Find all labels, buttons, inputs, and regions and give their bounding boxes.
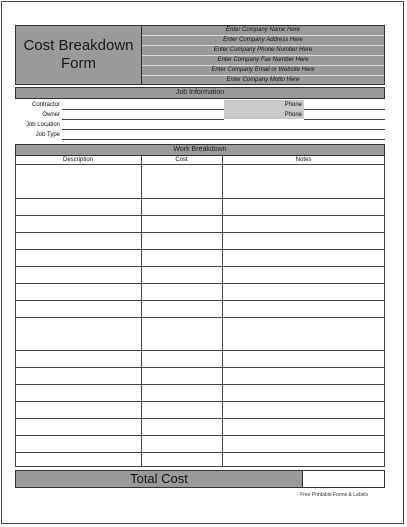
description-cell[interactable]	[16, 453, 141, 466]
cost-cell[interactable]	[142, 419, 222, 435]
table-row-line	[15, 466, 385, 467]
job-location-label: Job Location	[25, 122, 60, 128]
notes-cell[interactable]	[223, 267, 385, 283]
description-cell[interactable]	[16, 301, 141, 317]
description-cell[interactable]	[16, 402, 141, 418]
company-address-field[interactable]: Enter Company Address Here	[142, 36, 384, 46]
description-cell[interactable]	[16, 165, 141, 198]
phone-label-1: Phone	[284, 102, 302, 108]
company-name-field[interactable]: Enter Company Name Here	[142, 26, 384, 36]
cost-cell[interactable]	[142, 436, 222, 452]
form-title	[15, 25, 142, 85]
notes-cell[interactable]	[223, 233, 385, 249]
notes-cell[interactable]	[223, 351, 385, 367]
description-cell[interactable]	[16, 250, 141, 266]
description-cell[interactable]	[16, 199, 141, 215]
form-title-line-1: Cost Breakdown	[23, 37, 134, 54]
notes-cell[interactable]	[223, 318, 385, 350]
table-column-line	[222, 156, 223, 466]
cost-cell[interactable]	[142, 233, 222, 249]
description-cell[interactable]	[16, 436, 141, 452]
cost-cell[interactable]	[142, 453, 222, 466]
table-border-right	[384, 156, 385, 466]
notes-cell[interactable]	[223, 216, 385, 232]
job-location-field[interactable]	[62, 120, 385, 129]
cost-cell[interactable]	[142, 284, 222, 300]
cost-cell[interactable]	[142, 216, 222, 232]
notes-cell[interactable]	[223, 368, 385, 384]
notes-cell[interactable]	[223, 250, 385, 266]
notes-cell[interactable]	[223, 402, 385, 418]
job-information-heading: Job Information	[15, 87, 385, 99]
job-type-label: Job Type	[35, 132, 60, 138]
footer-credit: Free Printable Forms & Labels	[300, 492, 368, 498]
owner-field[interactable]	[62, 110, 224, 119]
cost-cell[interactable]	[142, 402, 222, 418]
description-cell[interactable]	[16, 351, 141, 367]
company-fax-field[interactable]: Enter Company Fax Number Here	[142, 56, 384, 66]
table-border-left	[15, 156, 16, 466]
description-cell[interactable]	[16, 368, 141, 384]
description-cell[interactable]	[16, 216, 141, 232]
phone-label-2: Phone	[284, 112, 302, 118]
notes-cell[interactable]	[223, 301, 385, 317]
form-title-line-2: Form	[61, 55, 96, 72]
cost-cell[interactable]	[142, 165, 222, 198]
owner-label: Owner	[42, 112, 60, 118]
company-website-field[interactable]: Enter Company Email or Website Here	[142, 66, 384, 76]
cost-cell[interactable]	[142, 250, 222, 266]
description-cell[interactable]	[16, 233, 141, 249]
company-phone-field[interactable]: Enter Company Phone Number Here	[142, 46, 384, 56]
job-type-field[interactable]	[62, 130, 385, 139]
description-cell[interactable]	[16, 419, 141, 435]
description-cell[interactable]	[16, 385, 141, 401]
total-cost-label: Total Cost	[15, 470, 303, 488]
cost-cell[interactable]	[142, 385, 222, 401]
notes-cell[interactable]	[223, 284, 385, 300]
contractor-label: Contractor	[31, 102, 60, 108]
cost-cell[interactable]	[142, 267, 222, 283]
notes-cell[interactable]	[223, 436, 385, 452]
notes-cell[interactable]	[223, 165, 385, 198]
description-cell[interactable]	[16, 284, 141, 300]
company-info-block	[142, 25, 385, 85]
description-column-header: Description	[62, 157, 93, 163]
company-motto-field[interactable]: Enter Company Motto Here	[226, 77, 300, 83]
description-cell[interactable]	[16, 267, 141, 283]
work-breakdown-heading: Work Breakdown	[15, 144, 385, 156]
cost-cell[interactable]	[142, 318, 222, 350]
cost-column-header: Cost	[175, 157, 188, 163]
total-cost-field[interactable]	[303, 470, 385, 488]
table-column-line	[141, 156, 142, 466]
phone-underline-2	[304, 119, 385, 120]
notes-column-header: Notes	[295, 157, 312, 163]
contractor-field[interactable]	[62, 100, 224, 109]
job-type-underline	[62, 139, 385, 140]
cost-cell[interactable]	[142, 368, 222, 384]
description-cell[interactable]	[16, 318, 141, 350]
notes-cell[interactable]	[223, 419, 385, 435]
notes-cell[interactable]	[223, 385, 385, 401]
phone-field-2[interactable]	[304, 110, 385, 119]
phone-field-1[interactable]	[304, 100, 385, 109]
cost-cell[interactable]	[142, 351, 222, 367]
cost-cell[interactable]	[142, 199, 222, 215]
notes-cell[interactable]	[223, 453, 385, 466]
cost-cell[interactable]	[142, 301, 222, 317]
notes-cell[interactable]	[223, 199, 385, 215]
